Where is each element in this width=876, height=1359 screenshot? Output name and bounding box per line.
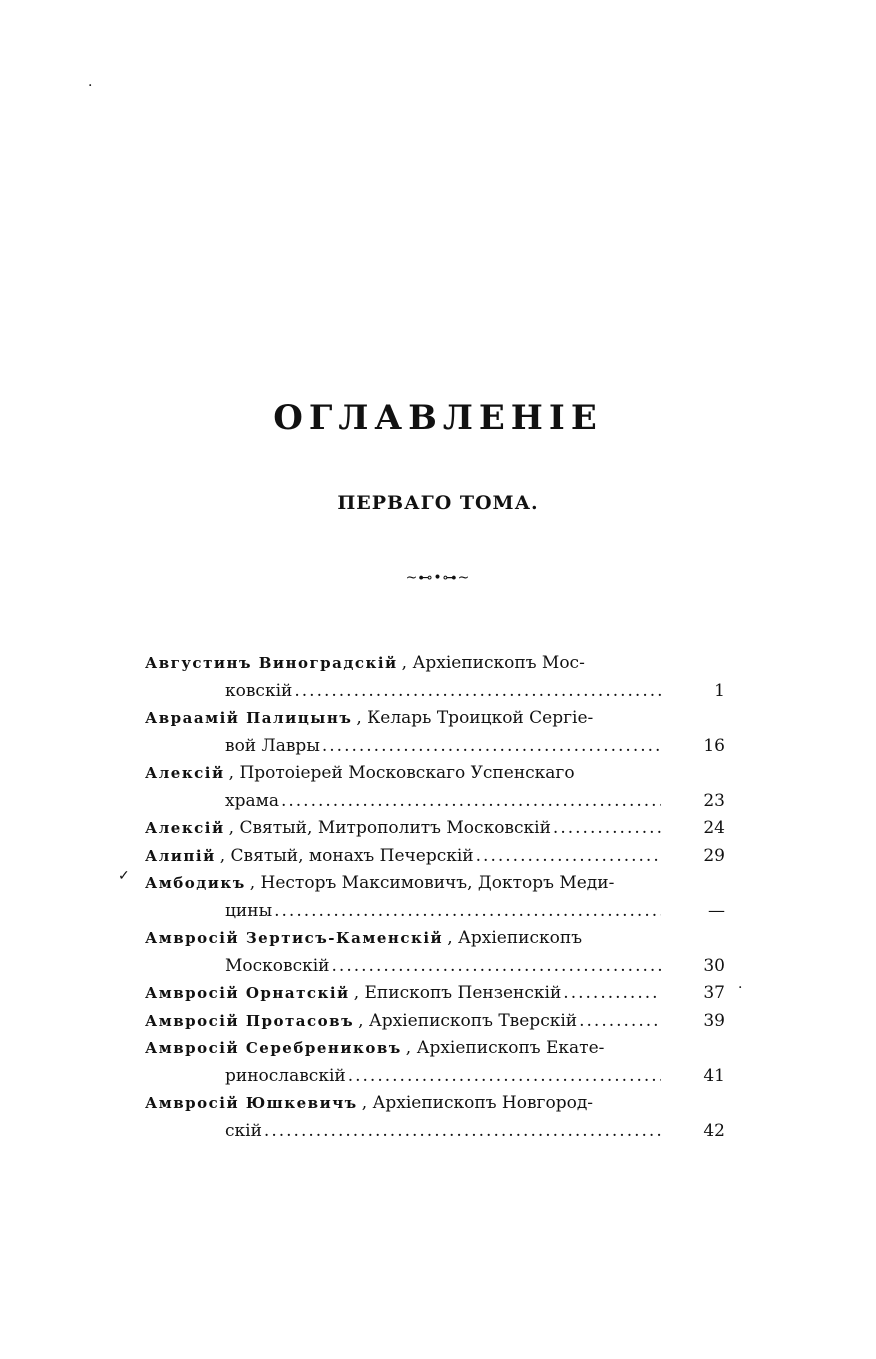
toc-entry-line (145, 678, 725, 706)
toc-entry-continuation: цины (225, 900, 273, 921)
toc-entry-line (145, 843, 725, 871)
toc-entry-name: Амвросій Серебрениковъ (145, 1039, 402, 1057)
dot-leader (281, 788, 661, 816)
toc-entry (145, 1008, 725, 1036)
toc-entry-title: , Архіепископъ Тверскій (358, 1010, 578, 1031)
toc-entry-name: Амбодикъ (145, 874, 246, 892)
margin-mark: ✓ (118, 868, 130, 884)
toc-page-number: 1 (714, 680, 725, 701)
toc-entry-title: , Протоіерей Московскаго Успенскаго (228, 763, 575, 783)
toc-entry (145, 760, 725, 815)
toc-page-number: 24 (703, 818, 725, 838)
ornament-divider: ~⊷•⊶~ (405, 570, 471, 586)
toc-entry (145, 925, 725, 980)
dot-leader (563, 980, 661, 1008)
page-title: ОГЛАВЛЕНІЕ (273, 398, 603, 438)
toc-entry-title: , Святый, Митрополитъ Московскій (228, 818, 551, 838)
dot-leader (579, 1008, 661, 1036)
toc-page-number: 41 (703, 1065, 725, 1086)
toc-entry (145, 870, 725, 925)
dot-leader (476, 843, 661, 871)
toc-entry-continuation: Московскій (225, 955, 330, 976)
toc-entry-line (145, 788, 725, 816)
toc-page-number: 16 (703, 735, 725, 756)
toc-entry-title: , Несторъ Максимовичъ, Докторъ Меди- (249, 873, 615, 893)
dot-leader (332, 953, 661, 981)
toc-page-number: 23 (703, 790, 725, 811)
dot-leader (264, 1118, 661, 1146)
toc-entry-line (145, 1035, 725, 1063)
toc-entry-title: , Архіепископъ Екате- (405, 1038, 605, 1058)
toc-entry-continuation: храма (225, 790, 279, 811)
toc-entry (145, 705, 725, 760)
toc-entry-line (145, 650, 725, 678)
toc-page-number: 37 (703, 983, 725, 1003)
toc-entry-line (145, 815, 725, 843)
page-subtitle: ПЕРВАГО ТОМА. (337, 492, 539, 514)
toc-entry-line (145, 733, 725, 761)
toc-entry-line (145, 953, 725, 981)
toc-entry-name: Амвросій Протасовъ (145, 1011, 355, 1030)
dot-leader (294, 678, 661, 706)
margin-mark: · (738, 980, 743, 996)
toc-entry-title: , Епископъ Пензенскій (353, 983, 562, 1003)
toc-entry-name: Амвросій Зертисъ-Каменскій (145, 929, 444, 947)
table-of-contents (145, 650, 725, 1145)
toc-entry-line (145, 1008, 725, 1036)
toc-entry-line (145, 1063, 725, 1091)
toc-entry-name: Алексій (145, 819, 225, 837)
dot-leader (322, 733, 661, 761)
toc-page-number: 42 (703, 1120, 725, 1141)
toc-entry-line (145, 898, 725, 926)
toc-entry-title: , Архіепископъ (447, 928, 583, 948)
toc-entry (145, 1035, 725, 1090)
dot-leader (348, 1063, 661, 1091)
toc-page-number: 39 (703, 1010, 725, 1031)
toc-entry-title: , Святый, монахъ Печерскій (219, 845, 474, 866)
toc-entry-line (145, 980, 725, 1008)
toc-entry-title: , Архіепископъ Новгород- (361, 1093, 594, 1113)
toc-entry-line (145, 870, 725, 898)
toc-entry-name: Авраамій Палицынъ (145, 709, 353, 727)
dot-leader (553, 815, 661, 843)
toc-entry-name: Амвросій Орнатскій (145, 984, 350, 1002)
toc-entry-name: Алексій (145, 764, 225, 782)
toc-entry-continuation: вой Лавры (225, 735, 320, 756)
toc-entry-line (145, 760, 725, 788)
margin-mark: · (88, 78, 93, 94)
toc-entry (145, 650, 725, 705)
toc-entry-continuation: скій (225, 1120, 262, 1141)
toc-entry-name: Амвросій Юшкевичъ (145, 1094, 358, 1112)
toc-entry-line (145, 925, 725, 953)
toc-entry (145, 1090, 725, 1145)
toc-entry-title: , Келарь Троицкой Сергіе- (356, 708, 594, 728)
dot-leader (274, 898, 661, 926)
toc-entry (145, 980, 725, 1008)
toc-entry-line (145, 705, 725, 733)
toc-page-number: 30 (703, 955, 725, 976)
toc-entry-title: , Архіепископъ Мос- (401, 653, 585, 673)
toc-entry-line (145, 1118, 725, 1146)
toc-entry-name: Августинъ Виноградскій (145, 654, 398, 672)
toc-entry-continuation: ковскій (225, 680, 293, 701)
toc-entry-line (145, 1090, 725, 1118)
toc-page-number: — (708, 900, 725, 921)
toc-entry-name: Алипій (145, 846, 216, 865)
toc-entry (145, 843, 725, 871)
toc-entry-continuation: ринославскій (225, 1065, 346, 1086)
toc-page-number: 29 (703, 845, 725, 866)
toc-entry (145, 815, 725, 843)
